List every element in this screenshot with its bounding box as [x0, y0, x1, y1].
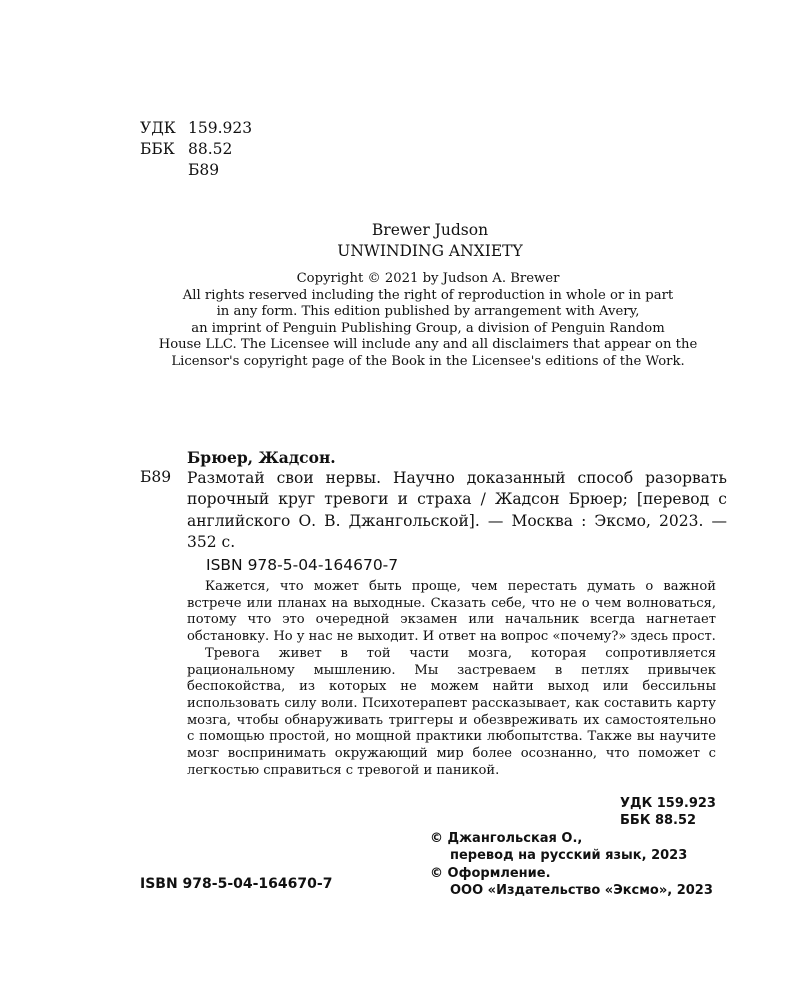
annotation-paragraph: Тревога живет в той части мозга, которая сопротивляется рациональному мышлению. Мы застреваем в петлях привычек беспокойства, из которых не можем найти выход или бессильны использовать силу воли. Психотерапевт рассказывает, как составить карту мозга, чтобы обнаруживать триггеры и обезвреживать их самостоятельно с помощью простой, но мощной практики любопытства. Также вы научите мозг воспринимать окружающий мир более осознанно, что поможет с легкостью справиться с тревогой и паникой.: [187, 645, 716, 778]
annotation-paragraph: Кажется, что может быть проще, чем перестать думать о важной встрече или планах на выходные. Сказать себе, что не о чем волноваться, потому что это очередной экзамен или начальник всегда нагнетает обстановку. Но у нас не выходит. И ответ на вопрос «почему?» здесь прост.: [187, 579, 716, 645]
rights-notice: [430, 830, 713, 900]
rights-line: © Оформление.: [430, 865, 551, 881]
copyright-notice: [128, 271, 728, 371]
bbk-label: ББК: [140, 140, 175, 158]
copyright-line: All rights reserved including the right of reproduction in whole or in part: [182, 287, 674, 303]
bibliographic-mark: Б89: [140, 468, 172, 486]
bottom-classification-codes: [620, 796, 716, 829]
copyright-line: Licensor's copyright page of the Book in the Licensee's editions of the Work.: [171, 353, 685, 369]
copyright-line: in any form. This edition published by arrangement with Avery,: [216, 304, 640, 320]
bottom-udk: УДК 159.923: [620, 796, 716, 811]
original-title: UNWINDING ANXIETY: [337, 242, 523, 260]
author-mark: Б89: [188, 161, 220, 179]
udk-label: УДК: [140, 119, 176, 137]
annotation: [187, 579, 716, 779]
bbk-row: [140, 139, 252, 160]
author-mark-row: [140, 160, 252, 181]
copyright-line: Copyright © 2021 by Judson A. Brewer: [296, 271, 560, 286]
bottom-bbk: ББК 88.52: [620, 812, 697, 828]
copyright-line: an imprint of Penguin Publishing Group, a division of Penguin Random: [191, 320, 665, 336]
copyright-line: House LLC. The Licensee will include any and all disclaimers that appear on the: [158, 337, 698, 353]
rights-line: перевод на русский язык, 2023: [450, 848, 688, 864]
bbk-value: 88.52: [188, 140, 233, 158]
bibliographic-author-heading: Брюер, Жадсон.: [187, 448, 336, 467]
udk-row: [140, 118, 252, 139]
original-title-block: [0, 220, 800, 262]
bibliographic-record: Размотай свои нервы. Научно доказанный способ разорвать порочный круг тревоги и страха / Жадсон Брюер; [перевод с английского О. В. Джангольской]. — Москва : Эксмо, 2023. — 352 с.: [187, 469, 727, 552]
original-author: Brewer Judson: [371, 221, 489, 239]
rights-line: © Джангольская О.,: [430, 831, 583, 846]
isbn-bottom: ISBN 978-5-04-164670-7: [140, 876, 333, 892]
rights-line: ООО «Издательство «Эксмо», 2023: [450, 883, 713, 899]
classification-codes: [140, 118, 252, 181]
isbn-main: ISBN 978-5-04-164670-7: [206, 556, 399, 574]
udk-value: 159.923: [188, 119, 253, 137]
